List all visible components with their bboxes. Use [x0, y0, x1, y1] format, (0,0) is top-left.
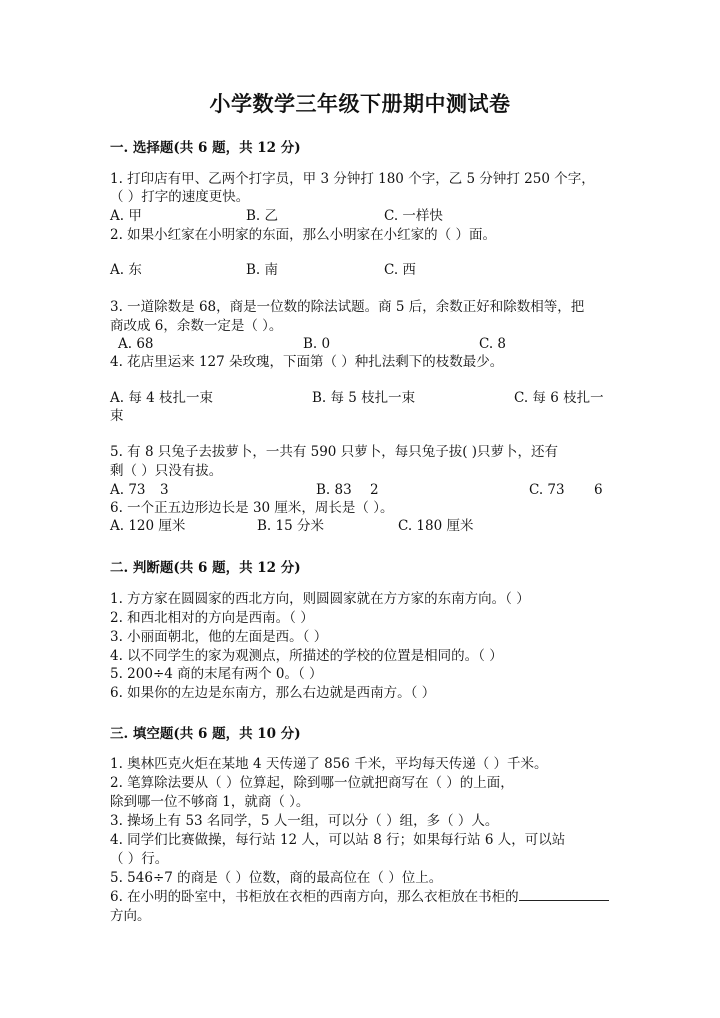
question-line: 方向。: [110, 908, 151, 924]
option-b: B. 每 5 枝扎一束: [312, 390, 416, 406]
question-line: 2. 和西北相对的方向是西南。（ ）: [110, 610, 314, 626]
question-line: [110, 888, 609, 906]
question-line: 除到哪一位不够商 1，就商（ ）。: [110, 794, 310, 810]
question-line: 3. 小丽面朝北，他的左面是西。（ ）: [110, 629, 328, 645]
question-line: 5. 200÷4 商的末尾有两个 0。（ ）: [110, 666, 323, 682]
question-line: 剩（ ）只没有拔。: [110, 463, 223, 479]
question-line: 5. 有 8 只兔子去拔萝卜，一共有 590 只萝卜，每只兔子拔( )只萝卜，还有: [110, 444, 559, 460]
answer-blank: [519, 888, 609, 901]
question-line: 3. 操场上有 53 名同学，5 人一组，可以分（ ）组，多（ ）人。: [110, 813, 499, 829]
question-line: 3. 一道除数是 68，商是一位数的除法试题。商 5 后，余数正好和除数相等，把: [110, 299, 585, 315]
option-c: C. 一样快: [384, 208, 443, 224]
option-c: C. 西: [384, 262, 416, 278]
option-b-remainder: 2: [370, 482, 379, 498]
question-line: 6. 如果你的左边是东南方，那么右边就是西南方。（ ）: [110, 685, 436, 701]
option-c: C. 180 厘米: [398, 518, 474, 534]
question-line: 2. 笔算除法要从（ ）位算起，除到哪一位就把商写在（ ）的上面，: [110, 775, 514, 791]
option-a: A. 甲: [110, 208, 142, 224]
question-line: 2. 如果小红家在小明家的东面，那么小明家在小红家的（ ）面。: [110, 227, 496, 243]
section-heading-fill-blank: 三. 填空题(共 6 题，共 10 分): [110, 726, 301, 742]
option-b: B. 15 分米: [257, 518, 324, 534]
question-line: 1. 奥林匹克火炬在某地 4 天传递了 856 千米，平均每天传递（ ）千米。: [110, 756, 548, 772]
option-a: A. 120 厘米: [110, 518, 186, 534]
section-heading-choice: 一. 选择题(共 6 题，共 12 分): [110, 140, 301, 156]
question-line: 5. 546÷7 的商是（ ）位数，商的最高位在（ ）位上。: [110, 870, 443, 886]
option-c: C. 每 6 枝扎一: [514, 390, 604, 406]
option-b: B. 乙: [246, 208, 279, 224]
option-a: A. 每 4 枝扎一束: [110, 390, 214, 406]
option-b: B. 0: [303, 336, 331, 352]
question-text: 6. 在小明的卧室中，书柜放在衣柜的西南方向，那么衣柜放在书柜的: [110, 889, 519, 905]
question-line: 1. 方方家在圆圆家的西北方向，则圆圆家就在方方家的东南方向。（ ）: [110, 591, 530, 607]
question-line: （ ）行。: [110, 851, 169, 867]
option-a: A. 73: [110, 482, 146, 498]
section-heading-judgement: 二. 判断题(共 6 题，共 12 分): [110, 560, 301, 576]
option-c: C. 8: [479, 336, 507, 352]
question-line: 4. 同学们比赛做操，每行站 12 人，可以站 8 行；如果每行站 6 人，可以站: [110, 832, 566, 848]
question-line: 6. 一个正五边形边长是 30 厘米，周长是（ ）。: [110, 500, 394, 516]
option-a: A. 东: [110, 262, 142, 278]
question-line: 商改成 6，余数一定是（ ）。: [110, 318, 283, 334]
question-line: 4. 以不同学生的家为观测点，所描述的学校的位置是相同的。（ ）: [110, 648, 503, 664]
option-b: B. 83: [316, 482, 352, 498]
page-title: 小学数学三年级下册期中测试卷: [209, 91, 511, 116]
question-line: （ ）打字的速度更快。: [110, 189, 250, 205]
option-c: C. 73: [529, 482, 565, 498]
question-line: 4. 花店里运来 127 朵玫瑰，下面第（ ）种扎法剩下的枝数最少。: [110, 354, 504, 370]
question-line: 1. 打印店有甲、乙两个打字员，甲 3 分钟打 180 个字，乙 5 分钟打 250 个字，: [110, 171, 595, 187]
option-a-remainder: 3: [160, 482, 169, 498]
option-b: B. 南: [246, 262, 279, 278]
option-c-continued: 束: [110, 408, 124, 424]
option-a: A. 68: [118, 336, 154, 352]
option-c-remainder: 6: [594, 482, 603, 498]
